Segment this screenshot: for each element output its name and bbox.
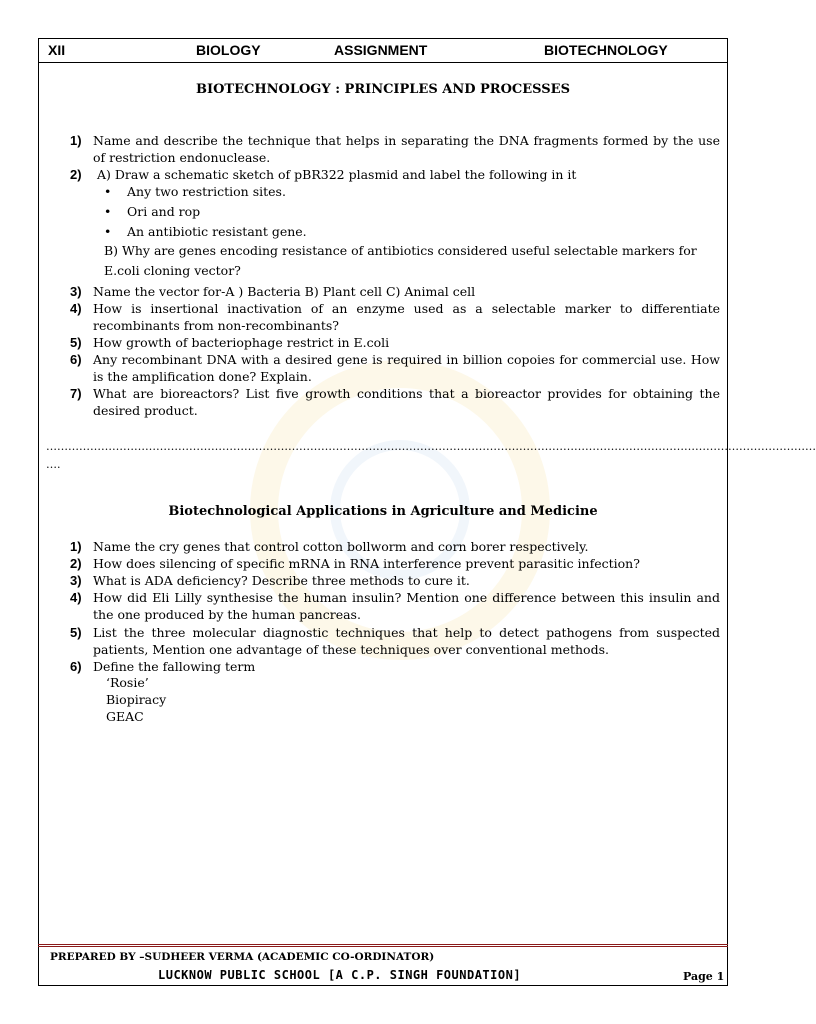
question-item xyxy=(70,132,720,166)
question-number: 5) xyxy=(70,625,82,640)
question-number: 7) xyxy=(70,386,82,401)
question-text: Any recombinant DNA with a desired gene is required in billion copoies for commercial use. How is the amplification done? Explain. xyxy=(93,352,720,384)
question-number: 3) xyxy=(70,573,82,588)
question-part-b: B) Why are genes encoding resistance of antibiotics considered useful selectable markers for xyxy=(104,243,697,258)
question-number: 6) xyxy=(70,352,82,367)
bullet-icon: • xyxy=(104,204,112,219)
question-text: How is insertional inactivation of an enzyme used as a selectable marker to differentiate recombinants from non-recombinants? xyxy=(93,301,720,333)
question-text: Name and describe the technique that helps in separating the DNA fragments formed by the use of restriction endonuclease. xyxy=(93,133,720,165)
question-item xyxy=(70,351,720,385)
question-item xyxy=(70,658,720,675)
question-item xyxy=(70,300,720,334)
question-number: 2) xyxy=(70,556,82,571)
question-number: 3) xyxy=(70,284,82,299)
question-number: 5) xyxy=(70,335,82,350)
question-number: 1) xyxy=(70,133,82,148)
question-item xyxy=(70,572,720,589)
question-text: What are bioreactors? List five growth conditions that a bioreactor provides for obtaining the desired product. xyxy=(93,386,720,418)
question-number: 2) xyxy=(70,167,82,182)
topic-label: BIOTECHNOLOGY xyxy=(544,42,668,58)
question-number: 4) xyxy=(70,590,82,605)
school-name: LUCKNOW PUBLIC SCHOOL [A C.P. SINGH FOUNDATION] xyxy=(158,968,522,982)
question-number: 6) xyxy=(70,659,82,674)
question-text: How does silencing of specific mRNA in RNA interference prevent parasitic infection? xyxy=(93,556,640,571)
question-text: How did Eli Lilly synthesise the human insulin? Mention one difference between this insulin and the one produced by the human pancreas. xyxy=(93,590,720,622)
bullet-text: Any two restriction sites. xyxy=(127,184,286,199)
section-title-applications: Biotechnological Applications in Agriculture and Medicine xyxy=(168,504,598,519)
section-title-principles: BIOTECHNOLOGY : PRINCIPLES AND PROCESSES xyxy=(196,82,570,97)
term-item: GEAC xyxy=(106,709,144,724)
question-item xyxy=(70,624,720,658)
dotted-separator: ………………………………………………………………………………………………………………………………………………………………………………………… xyxy=(46,440,816,453)
dotted-separator-tail: …. xyxy=(46,458,61,471)
term-item: ‘Rosie’ xyxy=(106,675,149,690)
question-text: Name the cry genes that control cotton bollworm and corn borer respectively. xyxy=(93,539,589,554)
question-number: 4) xyxy=(70,301,82,316)
bullet-icon: • xyxy=(104,184,112,199)
question-item xyxy=(70,385,720,419)
question-text: Name the vector for-A ) Bacteria B) Plant cell C) Animal cell xyxy=(93,284,476,299)
question-item xyxy=(70,538,720,555)
question-number: 1) xyxy=(70,539,82,554)
page-number: Page 1 xyxy=(683,970,725,983)
bullet-icon: • xyxy=(104,224,112,239)
prepared-by: PREPARED BY –SUDHEER VERMA (ACADEMIC CO-ORDINATOR) xyxy=(50,951,435,963)
bullet-text: An antibiotic resistant gene. xyxy=(127,224,307,239)
assignment-label: ASSIGNMENT xyxy=(334,42,428,58)
question-item xyxy=(70,589,720,623)
assignment-header xyxy=(38,38,728,63)
footer-divider xyxy=(38,944,728,947)
question-item xyxy=(70,334,720,351)
subject-label: BIOLOGY xyxy=(196,42,261,58)
question-item xyxy=(70,555,720,572)
question-text: Define the fallowing term xyxy=(93,659,256,674)
bullet-text: Ori and rop xyxy=(127,204,201,219)
class-label: XII xyxy=(48,42,66,58)
question-text: List the three molecular diagnostic techniques that help to detect pathogens from suspected patients, Mention one advantage of these techniques over conventional methods. xyxy=(93,625,720,657)
question-text: What is ADA deficiency? Describe three methods to cure it. xyxy=(93,573,470,588)
question-part-b-continued: E.coli cloning vector? xyxy=(104,263,241,278)
question-text: A) Draw a schematic sketch of pBR322 plasmid and label the following in it xyxy=(97,167,577,182)
question-item xyxy=(70,166,720,183)
question-item xyxy=(70,283,720,300)
question-text: How growth of bacteriophage restrict in E.coli xyxy=(93,335,390,350)
term-item: Biopiracy xyxy=(106,692,167,707)
